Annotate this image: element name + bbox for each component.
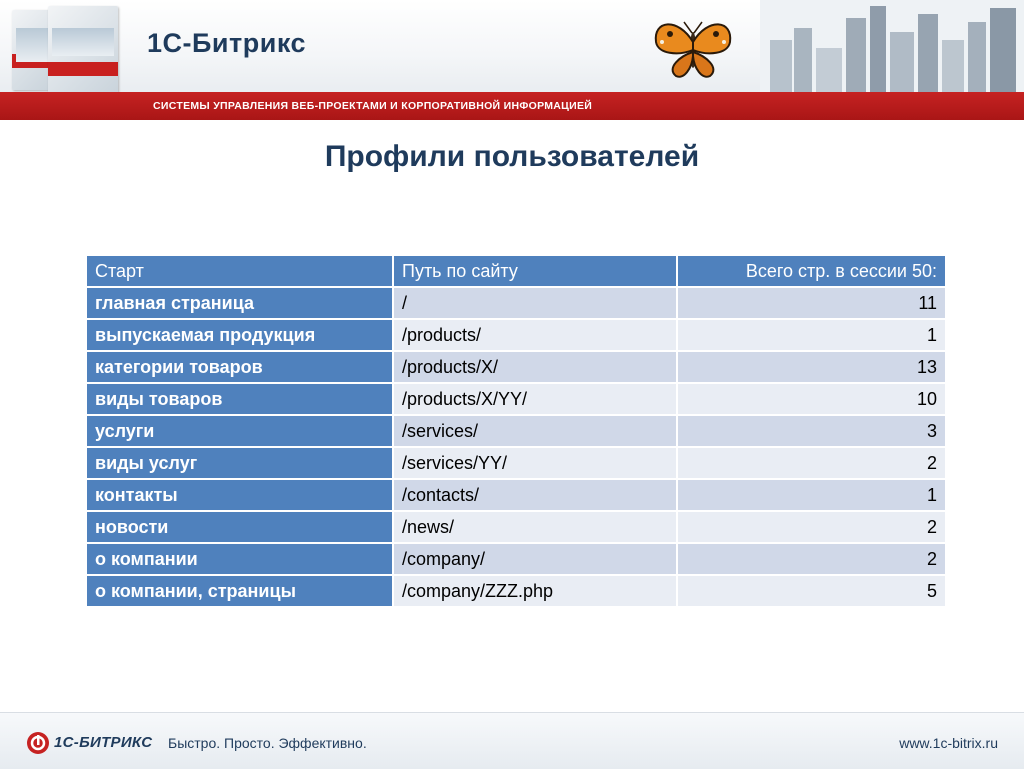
footer-slogan: Быстро. Просто. Эффективно. [168, 735, 367, 751]
logo-text: 1С-Битрикс [147, 28, 306, 58]
cell-count: 2 [677, 447, 946, 479]
column-header-start: Старт [86, 255, 393, 287]
cell-count: 10 [677, 383, 946, 415]
tagline: СИСТЕМЫ УПРАВЛЕНИЯ ВЕБ-ПРОЕКТАМИ И КОРПОРАТИВНОЙ ИНФОРМАЦИЕЙ [153, 100, 593, 112]
cell-path: /services/ [393, 415, 677, 447]
column-header-path: Путь по сайту [393, 255, 677, 287]
cell-count: 13 [677, 351, 946, 383]
table-row [86, 575, 946, 607]
cell-start: виды товаров [86, 383, 393, 415]
footer-url[interactable]: www.1c-bitrix.ru [899, 735, 998, 751]
cell-start: виды услуг [86, 447, 393, 479]
cell-start: о компании [86, 543, 393, 575]
cell-path: /company/ZZZ.php [393, 575, 677, 607]
table-row [86, 479, 946, 511]
cell-path: / [393, 287, 677, 319]
footer-brand: 1С-БИТРИКС [54, 734, 153, 751]
cell-count: 2 [677, 543, 946, 575]
cell-start: о компании, страницы [86, 575, 393, 607]
table-row [86, 351, 946, 383]
cell-count: 11 [677, 287, 946, 319]
cell-path: /news/ [393, 511, 677, 543]
cell-start: выпускаемая продукция [86, 319, 393, 351]
bitrix-logo-icon [26, 731, 50, 755]
cell-path: /contacts/ [393, 479, 677, 511]
table-row [86, 511, 946, 543]
cell-path: /products/ [393, 319, 677, 351]
cell-count: 1 [677, 479, 946, 511]
page-title: Профили пользователей [324, 140, 700, 173]
table-row [86, 447, 946, 479]
header [0, 0, 1024, 92]
profiles-table [85, 254, 947, 608]
cell-path: /products/X/YY/ [393, 383, 677, 415]
cell-count: 2 [677, 511, 946, 543]
column-header-count: Всего стр. в сессии 50: [677, 255, 946, 287]
cell-start: категории товаров [86, 351, 393, 383]
cell-path: /products/X/ [393, 351, 677, 383]
cell-count: 1 [677, 319, 946, 351]
cell-start: услуги [86, 415, 393, 447]
butterfly-icon [648, 12, 738, 82]
footer [0, 712, 1024, 769]
cell-start: главная страница [86, 287, 393, 319]
table-row [86, 415, 946, 447]
city-skyline-icon [760, 0, 1024, 92]
cell-start: новости [86, 511, 393, 543]
table-row [86, 383, 946, 415]
table-row [86, 319, 946, 351]
tagline-bar [0, 92, 1024, 120]
cell-start: контакты [86, 479, 393, 511]
table-header-row [86, 255, 946, 287]
cell-path: /company/ [393, 543, 677, 575]
cell-count: 3 [677, 415, 946, 447]
cell-count: 5 [677, 575, 946, 607]
table-row [86, 543, 946, 575]
product-boxes-icon [8, 6, 120, 96]
table-row [86, 287, 946, 319]
cell-path: /services/YY/ [393, 447, 677, 479]
